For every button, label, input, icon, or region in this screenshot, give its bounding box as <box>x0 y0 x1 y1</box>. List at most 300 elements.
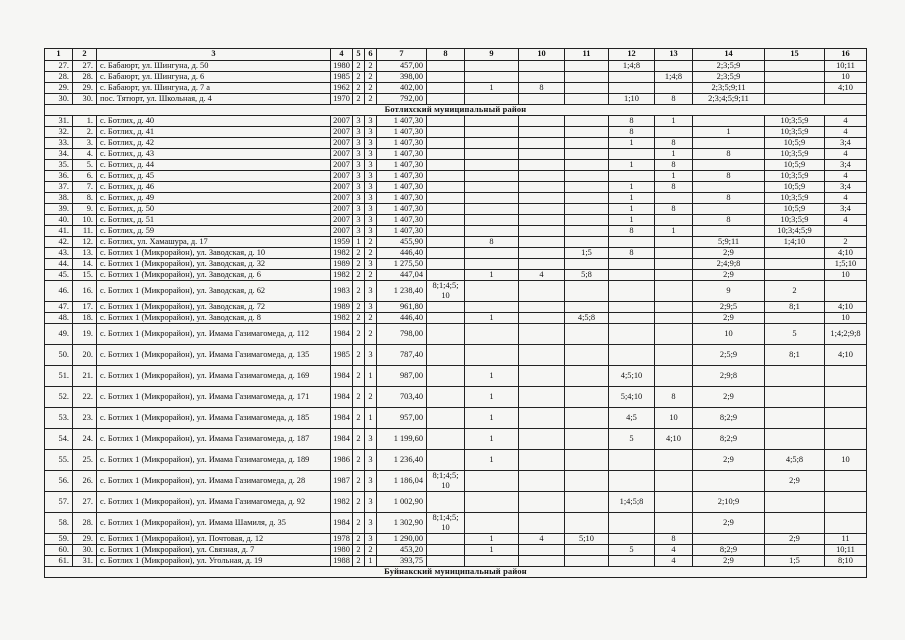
table-cell: 41. <box>45 226 73 237</box>
table-cell: 8 <box>655 204 693 215</box>
table-cell: с. Ботлих 1 (Микрорайон), ул. Имама Газимагомеда, д. 185 <box>97 408 331 429</box>
table-cell: 1 407,30 <box>377 116 427 127</box>
table-cell: с. Ботлих 1 (Микрорайон), ул. Заводская, д. 6 <box>97 270 331 281</box>
table-cell: 33. <box>45 138 73 149</box>
table-cell: 11. <box>73 226 97 237</box>
table-cell <box>609 450 655 471</box>
table-cell: 10;11 <box>825 61 867 72</box>
table-cell: 1984 <box>331 429 353 450</box>
table-cell <box>465 193 519 204</box>
table-cell: 1983 <box>331 281 353 302</box>
table-row <box>45 345 867 366</box>
section-title: Ботлихский муниципальный район <box>45 105 867 116</box>
table-cell: 1 <box>655 226 693 237</box>
table-cell: 1970 <box>331 94 353 105</box>
table-cell: 3 <box>365 160 377 171</box>
table-cell: 1 407,30 <box>377 226 427 237</box>
table-cell: 1 <box>465 429 519 450</box>
table-cell: 10;3;5;9 <box>765 116 825 127</box>
table-cell: 2;3;4;5;9;11 <box>693 94 765 105</box>
table-cell: 8 <box>609 127 655 138</box>
column-header: 15 <box>765 49 825 61</box>
table-cell: 43. <box>45 248 73 259</box>
table-cell <box>765 429 825 450</box>
table-cell <box>655 215 693 226</box>
table-cell: 1985 <box>331 72 353 83</box>
table-cell: 28. <box>73 72 97 83</box>
column-header: 7 <box>377 49 427 61</box>
table-cell: 5;10 <box>565 534 609 545</box>
table-cell <box>693 182 765 193</box>
table-cell: 27. <box>45 61 73 72</box>
table-cell: 1989 <box>331 259 353 270</box>
table-cell: 4 <box>825 171 867 182</box>
table-cell: с. Ботлих, д. 50 <box>97 204 331 215</box>
table-cell <box>765 387 825 408</box>
table-cell <box>765 366 825 387</box>
table-cell <box>825 471 867 492</box>
table-cell <box>465 556 519 567</box>
table-cell <box>519 545 565 556</box>
table-cell: 47. <box>45 302 73 313</box>
table-cell <box>519 193 565 204</box>
column-header: 12 <box>609 49 655 61</box>
table-cell: 2 <box>365 313 377 324</box>
table-cell <box>655 193 693 204</box>
table-row <box>45 193 867 204</box>
table-cell: 987,00 <box>377 366 427 387</box>
table-cell <box>609 313 655 324</box>
table-cell: 10 <box>655 408 693 429</box>
table-cell <box>465 215 519 226</box>
table-cell <box>765 492 825 513</box>
table-cell: 2;9;8 <box>693 366 765 387</box>
table-cell: 2 <box>353 366 365 387</box>
table-cell <box>427 160 465 171</box>
column-header: 16 <box>825 49 867 61</box>
table-cell <box>609 270 655 281</box>
table-cell <box>427 492 465 513</box>
table-cell: 2 <box>353 324 365 345</box>
table-cell <box>765 270 825 281</box>
table-cell <box>519 450 565 471</box>
table-cell: с. Бабаюрт, ул. Шингуна, д. 50 <box>97 61 331 72</box>
table-row <box>45 450 867 471</box>
table-cell: 8 <box>655 182 693 193</box>
table-cell: 1 407,30 <box>377 193 427 204</box>
table-cell <box>825 492 867 513</box>
table-cell <box>609 149 655 160</box>
table-cell <box>465 471 519 492</box>
table-cell: 1 002,90 <box>377 492 427 513</box>
table-cell: 1;5 <box>565 248 609 259</box>
table-cell <box>427 193 465 204</box>
table-cell: 2 <box>353 545 365 556</box>
table-cell <box>609 281 655 302</box>
table-cell <box>565 193 609 204</box>
table-cell <box>427 429 465 450</box>
table-cell: 1;5;10 <box>825 259 867 270</box>
table-cell: 2 <box>353 429 365 450</box>
table-cell: 3 <box>353 182 365 193</box>
table-row <box>45 302 867 313</box>
table-cell: 10;3;5;9 <box>765 193 825 204</box>
table-cell: 1;10 <box>609 94 655 105</box>
table-cell: 2 <box>365 387 377 408</box>
table-cell <box>765 248 825 259</box>
table-row <box>45 259 867 270</box>
table-cell <box>465 492 519 513</box>
table-cell: с. Ботлих, ул. Хамашура, д. 17 <box>97 237 331 248</box>
table-cell: 31. <box>73 556 97 567</box>
table-cell: 3 <box>365 171 377 182</box>
table-cell <box>565 408 609 429</box>
table-cell <box>655 492 693 513</box>
table-cell: 2;9 <box>693 313 765 324</box>
table-cell: с. Ботлих, д. 43 <box>97 149 331 160</box>
table-cell <box>465 182 519 193</box>
table-cell: 1 236,40 <box>377 450 427 471</box>
table-cell: 1984 <box>331 324 353 345</box>
table-cell <box>765 408 825 429</box>
table-cell <box>427 226 465 237</box>
table-cell <box>519 259 565 270</box>
table-cell: 19. <box>73 324 97 345</box>
table-cell: 2;9 <box>693 450 765 471</box>
table-cell: 55. <box>45 450 73 471</box>
column-header: 9 <box>465 49 519 61</box>
table-cell: 4 <box>825 127 867 138</box>
table-cell: 8;2;9 <box>693 408 765 429</box>
table-cell: 2;3;5;9 <box>693 61 765 72</box>
table-cell: 1 <box>365 556 377 567</box>
table-cell <box>655 302 693 313</box>
table-cell: с. Ботлих 1 (Микрорайон), ул. Заводская, д. 72 <box>97 302 331 313</box>
table-cell: с. Ботлих 1 (Микрорайон), ул. Заводская, д. 62 <box>97 281 331 302</box>
table-row <box>45 138 867 149</box>
table-cell: 3 <box>353 215 365 226</box>
table-cell: 4;5;8 <box>765 450 825 471</box>
table-cell: 2;9 <box>693 387 765 408</box>
table-cell: 57. <box>45 492 73 513</box>
table-cell: с. Ботлих 1 (Микрорайон), ул. Имама Газимагомеда, д. 135 <box>97 345 331 366</box>
table-cell: 30. <box>73 94 97 105</box>
table-cell: с. Ботлих 1 (Микрорайон), ул. Связная, д. 7 <box>97 545 331 556</box>
table-cell <box>427 313 465 324</box>
table-cell: 2;9 <box>693 270 765 281</box>
table-cell <box>609 259 655 270</box>
table-cell <box>427 270 465 281</box>
column-header: 13 <box>655 49 693 61</box>
table-cell: 1;4;8 <box>655 72 693 83</box>
table-row <box>45 204 867 215</box>
table-cell <box>609 324 655 345</box>
table-cell: 5;8 <box>565 270 609 281</box>
table-cell <box>427 248 465 259</box>
table-cell: 703,40 <box>377 387 427 408</box>
table-cell <box>465 259 519 270</box>
table-cell <box>427 366 465 387</box>
table-cell <box>519 345 565 366</box>
table-cell: 9 <box>693 281 765 302</box>
table-cell: 26. <box>73 471 97 492</box>
table-cell: с. Ботлих 1 (Микрорайон), ул. Имама Газимагомеда, д. 112 <box>97 324 331 345</box>
table-cell: 4 <box>519 534 565 545</box>
table-cell: 4 <box>825 149 867 160</box>
table-cell: 957,00 <box>377 408 427 429</box>
table-cell: 1984 <box>331 408 353 429</box>
table-cell <box>427 182 465 193</box>
table-cell: 2 <box>365 270 377 281</box>
table-cell: 2 <box>353 270 365 281</box>
table-cell <box>427 61 465 72</box>
table-cell <box>565 171 609 182</box>
table-cell <box>519 72 565 83</box>
column-header: 14 <box>693 49 765 61</box>
table-cell: 3 <box>365 127 377 138</box>
table-cell: 15. <box>73 270 97 281</box>
table-cell: 1 407,30 <box>377 160 427 171</box>
table-row <box>45 215 867 226</box>
table-cell <box>465 281 519 302</box>
table-cell: 8 <box>655 534 693 545</box>
table-cell <box>655 471 693 492</box>
table-cell <box>565 324 609 345</box>
table-cell: 1 <box>609 182 655 193</box>
table-cell: 2007 <box>331 127 353 138</box>
table-cell: 4;5 <box>609 408 655 429</box>
table-cell <box>693 116 765 127</box>
table-cell: 10;5;9 <box>765 160 825 171</box>
table-cell: 10 <box>825 72 867 83</box>
table-row <box>45 182 867 193</box>
table-cell: с. Ботлих 1 (Микрорайон), ул. Имама Шамиля, д. 35 <box>97 513 331 534</box>
table-cell <box>427 545 465 556</box>
table-cell: 10. <box>73 215 97 226</box>
table-cell: 38. <box>45 193 73 204</box>
table-cell <box>427 72 465 83</box>
column-header: 2 <box>73 49 97 61</box>
table-cell: 3 <box>365 204 377 215</box>
table-row <box>45 534 867 545</box>
table-cell: 1 407,30 <box>377 215 427 226</box>
table-cell: 1959 <box>331 237 353 248</box>
table-cell: 2 <box>365 248 377 259</box>
table-cell <box>765 513 825 534</box>
table-cell: 3 <box>365 429 377 450</box>
table-cell <box>427 237 465 248</box>
table-cell <box>565 160 609 171</box>
table-row <box>45 492 867 513</box>
table-cell: 1;4;10 <box>765 237 825 248</box>
table-cell <box>519 366 565 387</box>
table-cell: 31. <box>45 116 73 127</box>
table-cell: 8. <box>73 193 97 204</box>
table-cell: 1 <box>609 215 655 226</box>
table-cell: 1 <box>465 545 519 556</box>
table-cell: 8 <box>465 237 519 248</box>
table-cell: 2 <box>353 313 365 324</box>
table-row <box>45 149 867 160</box>
table-cell: 2007 <box>331 193 353 204</box>
table-cell: 3;4 <box>825 204 867 215</box>
column-header: 3 <box>97 49 331 61</box>
table-cell <box>655 259 693 270</box>
table-cell: 17. <box>73 302 97 313</box>
table-cell: 2;5;9 <box>693 345 765 366</box>
table-cell: 3 <box>365 116 377 127</box>
table-cell: 52. <box>45 387 73 408</box>
table-cell: 2 <box>353 387 365 408</box>
table-cell: 1 407,30 <box>377 138 427 149</box>
table-cell <box>519 127 565 138</box>
table-cell: 2 <box>365 324 377 345</box>
table-cell: 446,40 <box>377 313 427 324</box>
table-cell: с. Ботлих, д. 49 <box>97 193 331 204</box>
table-cell: 53. <box>45 408 73 429</box>
table-cell <box>519 215 565 226</box>
table-cell: 2007 <box>331 226 353 237</box>
table-cell: 37. <box>45 182 73 193</box>
table-cell <box>427 408 465 429</box>
table-cell: 9. <box>73 204 97 215</box>
table-cell: 2007 <box>331 160 353 171</box>
table-cell: 24. <box>73 429 97 450</box>
table-cell <box>519 61 565 72</box>
table-cell: с. Ботлих 1 (Микрорайон), ул. Заводская, д. 8 <box>97 313 331 324</box>
table-cell <box>565 182 609 193</box>
table-cell: с. Ботлих, д. 45 <box>97 171 331 182</box>
table-cell: 1 <box>465 366 519 387</box>
table-cell: 4 <box>825 116 867 127</box>
table-cell: 4. <box>73 149 97 160</box>
table-row <box>45 281 867 302</box>
table-cell: 2 <box>353 281 365 302</box>
table-cell: с. Ботлих 1 (Микрорайон), ул. Почтовая, д. 12 <box>97 534 331 545</box>
table-cell: 40. <box>45 215 73 226</box>
table-cell <box>693 204 765 215</box>
table-cell: 2;3;5;9 <box>693 72 765 83</box>
table-row <box>45 72 867 83</box>
table-cell: 3 <box>365 193 377 204</box>
table-cell <box>609 345 655 366</box>
table-cell <box>519 94 565 105</box>
table-row <box>45 248 867 259</box>
table-cell: 798,00 <box>377 324 427 345</box>
table-cell <box>825 94 867 105</box>
table-cell <box>519 471 565 492</box>
table-cell <box>427 204 465 215</box>
table-cell: 2 <box>353 408 365 429</box>
table-cell: пос. Тятюрт, ул. Школьная, д. 4 <box>97 94 331 105</box>
table-cell: 3 <box>353 116 365 127</box>
table-cell: 1;4;2;9;8 <box>825 324 867 345</box>
table-cell <box>427 149 465 160</box>
table-cell <box>565 366 609 387</box>
table-cell: 56. <box>45 471 73 492</box>
table-cell: 1 <box>465 408 519 429</box>
table-cell <box>465 127 519 138</box>
table-cell: 8 <box>655 387 693 408</box>
table-cell: 3 <box>365 471 377 492</box>
table-cell: 8;1 <box>765 345 825 366</box>
table-cell: 2 <box>353 450 365 471</box>
table-cell: 1982 <box>331 313 353 324</box>
table-cell: 3;4 <box>825 138 867 149</box>
table-cell <box>765 94 825 105</box>
table-cell: 3 <box>353 160 365 171</box>
table-cell: 1 <box>353 237 365 248</box>
table-cell: 4 <box>825 193 867 204</box>
table-cell: 1980 <box>331 61 353 72</box>
table-body <box>45 49 867 578</box>
table-cell: 1 238,40 <box>377 281 427 302</box>
table-cell: 4;10 <box>825 302 867 313</box>
table-cell: 398,00 <box>377 72 427 83</box>
table-cell <box>693 138 765 149</box>
table-cell: 3 <box>365 226 377 237</box>
table-cell: 49. <box>45 324 73 345</box>
table-cell: 2;9 <box>765 534 825 545</box>
table-cell <box>465 302 519 313</box>
table-cell <box>609 83 655 94</box>
table-cell: с. Ботлих 1 (Микрорайон), ул. Заводская, д. 10 <box>97 248 331 259</box>
table-cell: с. Ботлих, д. 59 <box>97 226 331 237</box>
table-cell: 2 <box>825 237 867 248</box>
table-cell: с. Ботлих 1 (Микрорайон), ул. Заводская, д. 32 <box>97 259 331 270</box>
table-cell <box>565 513 609 534</box>
table-cell <box>519 204 565 215</box>
table-cell: 1 <box>609 138 655 149</box>
table-cell <box>565 492 609 513</box>
table-cell <box>427 345 465 366</box>
table-cell: 1984 <box>331 387 353 408</box>
table-cell <box>693 160 765 171</box>
table-row <box>45 313 867 324</box>
table-cell: 1 <box>609 193 655 204</box>
table-row <box>45 545 867 556</box>
table-cell: с. Ботлих 1 (Микрорайон), ул. Имама Газимагомеда, д. 171 <box>97 387 331 408</box>
table-cell <box>427 302 465 313</box>
table-cell <box>655 450 693 471</box>
table-cell: с. Ботлих 1 (Микрорайон), ул. Имама Газимагомеда, д. 92 <box>97 492 331 513</box>
table-cell <box>427 116 465 127</box>
table-cell: 2007 <box>331 204 353 215</box>
table-cell <box>655 127 693 138</box>
table-cell: 2 <box>353 72 365 83</box>
table-cell <box>565 72 609 83</box>
table-cell <box>427 83 465 94</box>
table-cell: 3. <box>73 138 97 149</box>
table-cell: 3 <box>353 138 365 149</box>
table-cell: 3 <box>353 226 365 237</box>
table-cell: 1 186,04 <box>377 471 427 492</box>
table-cell <box>519 429 565 450</box>
table-row <box>45 61 867 72</box>
table-cell: 1;4;5;8 <box>609 492 655 513</box>
table-row <box>45 270 867 281</box>
table-row <box>45 237 867 248</box>
table-cell: с. Бабаюрт, ул. Шингуна, д. 6 <box>97 72 331 83</box>
table-cell: 1 302,90 <box>377 513 427 534</box>
table-cell: 8 <box>609 226 655 237</box>
table-cell: 2;9;5 <box>693 302 765 313</box>
table-cell: 402,00 <box>377 83 427 94</box>
table-cell: 4 <box>655 556 693 567</box>
table-cell: 2 <box>353 248 365 259</box>
table-cell <box>825 366 867 387</box>
table-cell: 1 407,30 <box>377 149 427 160</box>
